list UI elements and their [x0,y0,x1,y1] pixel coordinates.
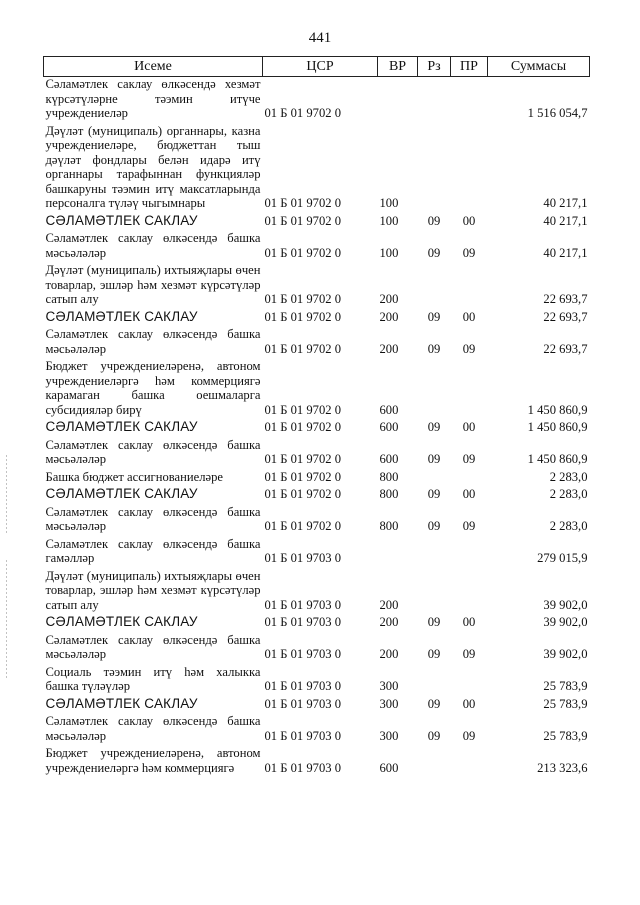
cell-csr: 01 Б 01 9702 0 [264,420,341,434]
cell-csr: 01 Б 01 9702 0 [264,213,341,228]
cell-rz: 09 [427,647,441,661]
cell-vr: 600 [379,420,399,434]
cell-vr: 200 [379,309,399,324]
cell-name: Сәламәтлек саклау өлкәсендә хезмәт күрсәтүләрне тәэмин итүче учреждениеләр [45,77,261,120]
cell-vr: 200 [379,615,399,629]
cell-sum: 22 693,7 [543,341,588,356]
table-row [44,310,590,328]
cell-name: СӘЛАМӘТЛЕК САКЛАУ [45,695,198,711]
table-row [44,420,590,438]
table-header-row [44,57,590,77]
header-vr: ВР [378,57,418,77]
cell-name: Дәүләт (муниципаль) ихтыяҗлары өчен товарлар, эшләр һәм хезмәт күрсәтүләр сатып алу [45,568,261,612]
cell-vr: 800 [379,519,399,533]
cell-sum: 39 902,0 [543,597,588,612]
cell-sum: 40 217,1 [543,245,588,260]
header-name: Исеме [44,57,263,77]
cell-rz: 09 [427,341,441,356]
cell-pr [451,569,488,616]
cell-name: Социаль тәэмин итү һәм халыкка башка түләүләр [45,664,261,693]
cell-name: СӘЛАМӘТЛЕК САКЛАУ [45,419,198,434]
cell-vr: 600 [379,452,399,466]
table-row [44,231,590,263]
table-row [44,537,590,569]
cell-csr: 01 Б 01 9703 0 [264,615,341,629]
table-row [44,633,590,665]
cell-rz: 09 [427,245,441,260]
cell-csr: 01 Б 01 9703 0 [264,597,341,612]
table-row [44,124,590,214]
cell-csr: 01 Б 01 9702 0 [264,402,341,417]
cell-vr: 100 [379,196,399,210]
cell-vr: 800 [379,487,399,501]
cell-name: Бюджет учреждениеләренә, автоном учреждениеләргә һәм коммерциягә карамаган башка оешмаларга субсидияләр бирү [45,359,261,417]
table-row [44,746,590,778]
cell-pr [451,263,488,310]
table-row [44,327,590,359]
cell-rz: 09 [427,696,441,711]
cell-name: Бюджет учреждениеләренә, автоном учреждениеләргә һәм коммерциягә [45,746,261,775]
cell-pr: 00 [462,213,476,228]
cell-vr [378,77,418,124]
cell-pr: 09 [462,647,476,661]
cell-csr: 01 Б 01 9703 0 [264,647,341,661]
cell-csr: 01 Б 01 9703 0 [264,696,341,711]
table-row [44,470,590,488]
cell-rz [418,537,451,569]
cell-rz [418,263,451,310]
cell-pr: 00 [462,696,476,711]
cell-csr: 01 Б 01 9702 0 [264,106,341,120]
cell-csr: 01 Б 01 9703 0 [264,551,341,565]
cell-csr: 01 Б 01 9702 0 [264,341,341,356]
cell-csr: 01 Б 01 9702 0 [264,292,341,306]
table-row [44,263,590,310]
table-row [44,615,590,633]
cell-name: СӘЛАМӘТЛЕК САКЛАУ [45,212,198,228]
cell-csr: 01 Б 01 9702 0 [264,469,341,484]
cell-sum: 39 902,0 [543,615,588,629]
cell-pr: 09 [462,519,476,533]
cell-pr [451,77,488,124]
table-row [44,505,590,537]
table-row [44,665,590,697]
table-row [44,697,590,715]
cell-rz: 09 [427,487,441,501]
cell-vr: 200 [379,341,399,356]
cell-csr: 01 Б 01 9702 0 [264,245,341,260]
table-body [44,77,590,779]
cell-sum: 1 450 860,9 [527,402,588,417]
cell-vr: 300 [379,696,399,711]
cell-vr: 800 [379,469,399,484]
cell-pr [451,665,488,697]
header-rz: Рз [418,57,451,77]
cell-rz: 09 [427,309,441,324]
cell-pr: 09 [462,245,476,260]
cell-rz [418,470,451,488]
cell-rz [418,665,451,697]
cell-pr [451,470,488,488]
cell-vr: 100 [379,213,399,228]
cell-vr: 100 [379,245,399,260]
table-row [44,569,590,616]
cell-vr: 200 [379,597,399,612]
cell-vr: 600 [379,402,399,417]
table-row [44,714,590,746]
scan-margin-mark [6,560,7,680]
cell-sum: 2 283,0 [549,519,588,533]
cell-rz: 09 [427,728,441,743]
cell-vr: 300 [379,679,399,693]
cell-csr: 01 Б 01 9702 0 [264,196,341,210]
cell-pr: 09 [462,341,476,356]
cell-name: Дәүләт (муниципаль) ихтыяҗлары өчен товарлар, эшләр һәм хезмәт күрсәтүләр сатып алу [45,263,261,306]
cell-name: СӘЛАМӘТЛЕК САКЛАУ [45,614,198,629]
cell-pr [451,537,488,569]
cell-pr: 00 [462,615,476,629]
cell-vr: 200 [379,647,399,661]
cell-sum: 40 217,1 [543,196,588,210]
cell-sum: 2 283,0 [549,487,588,501]
page-number: 441 [308,30,332,46]
cell-csr: 01 Б 01 9702 0 [264,309,341,324]
cell-name: Башка бюджет ассигнованиеләре [45,469,223,484]
cell-csr: 01 Б 01 9702 0 [264,452,341,466]
cell-csr: 01 Б 01 9702 0 [264,519,341,533]
cell-rz [418,77,451,124]
cell-rz [418,746,451,778]
cell-pr: 00 [462,487,476,501]
cell-name: Дәүләт (муниципаль) органнары, казна учреждениеләре, бюджеттан тыш дәүләт фондлары белән идарә итү органнары тарафыннан функцияләр башкаруны тәэмин итү максатларында персоналга түләү чыгымнары [45,123,261,210]
table-row [44,438,590,470]
cell-name: Сәламәтлек саклау өлкәсендә башка мәсьәләләр [45,504,261,533]
cell-sum: 213 323,6 [537,760,588,775]
cell-rz [418,569,451,616]
cell-sum: 22 693,7 [543,309,588,324]
cell-pr [451,359,488,420]
table-row [44,77,590,124]
cell-sum: 25 783,9 [543,728,588,743]
cell-rz [418,359,451,420]
table-row [44,359,590,420]
cell-sum: 39 902,0 [543,647,588,661]
cell-rz: 09 [427,420,441,434]
cell-pr: 00 [462,420,476,434]
cell-csr: 01 Б 01 9703 0 [264,728,341,743]
cell-name: Сәламәтлек саклау өлкәсендә башка мәсьәләләр [45,632,261,661]
cell-csr: 01 Б 01 9702 0 [264,487,341,501]
cell-rz: 09 [427,519,441,533]
cell-name: Сәламәтлек саклау өлкәсендә башка мәсьәләләр [45,714,261,743]
cell-vr: 300 [379,728,399,743]
cell-vr [378,537,418,569]
cell-pr [451,746,488,778]
cell-rz: 09 [427,452,441,466]
cell-rz: 09 [427,213,441,228]
cell-sum: 2 283,0 [549,469,588,484]
header-csr: ЦСР [263,57,378,77]
cell-rz [418,124,451,214]
cell-sum: 1 516 054,7 [527,106,588,120]
cell-sum: 25 783,9 [543,696,588,711]
cell-name: СӘЛАМӘТЛЕК САКЛАУ [45,308,198,324]
cell-pr: 00 [462,309,476,324]
cell-sum: 1 450 860,9 [527,420,588,434]
cell-vr: 200 [379,292,399,306]
table-row [44,214,590,232]
budget-table [43,56,590,778]
scan-margin-mark [6,455,7,535]
cell-sum: 25 783,9 [543,679,588,693]
cell-name: Сәламәтлек саклау өлкәсендә башка гамәлләр [45,536,261,565]
cell-name: Сәламәтлек саклау өлкәсендә башка мәсьәләләр [45,231,261,260]
cell-sum: 279 015,9 [537,551,588,565]
cell-pr: 09 [462,728,476,743]
cell-name: СӘЛАМӘТЛЕК САКЛАУ [45,486,198,501]
cell-sum: 40 217,1 [543,213,588,228]
cell-sum: 22 693,7 [543,292,588,306]
cell-csr: 01 Б 01 9703 0 [264,679,341,693]
cell-name: Сәламәтлек саклау өлкәсендә башка мәсьәләләр [45,327,261,356]
header-sum: Суммасы [488,57,590,77]
header-pr: ПР [451,57,488,77]
cell-csr: 01 Б 01 9703 0 [264,760,341,775]
cell-pr: 09 [462,452,476,466]
cell-pr [451,124,488,214]
cell-rz: 09 [427,615,441,629]
table-row [44,487,590,505]
cell-sum: 1 450 860,9 [527,452,588,466]
cell-vr: 600 [379,760,399,775]
cell-name: Сәламәтлек саклау өлкәсендә башка мәсьәләләр [45,437,261,466]
